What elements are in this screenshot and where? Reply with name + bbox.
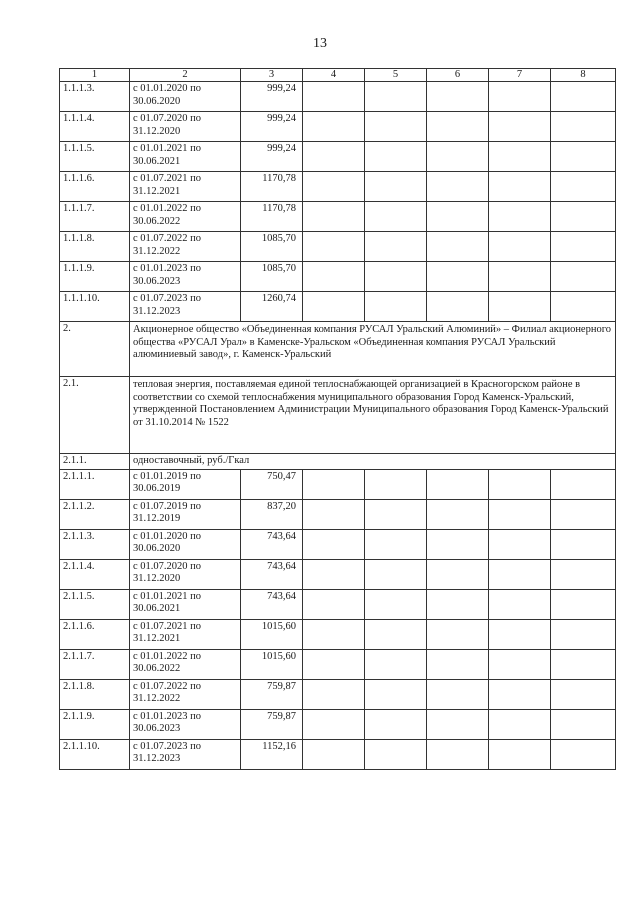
row-period: с 01.01.2021 по 30.06.2021 — [130, 142, 241, 172]
row-period: с 01.01.2023 по 30.06.2023 — [130, 709, 241, 739]
row-value: 759,87 — [241, 679, 303, 709]
empty-cell — [427, 292, 489, 322]
empty-cell — [303, 262, 365, 292]
header-cell: 4 — [303, 69, 365, 82]
row-value: 1170,78 — [241, 172, 303, 202]
empty-cell — [489, 262, 551, 292]
empty-cell — [489, 499, 551, 529]
row-value: 1085,70 — [241, 262, 303, 292]
table-body-a — [60, 82, 616, 322]
row-code: 1.1.1.8. — [60, 232, 130, 262]
empty-cell — [303, 649, 365, 679]
empty-cell — [489, 112, 551, 142]
empty-cell — [551, 262, 616, 292]
section-rows — [60, 322, 616, 470]
empty-cell — [365, 262, 427, 292]
empty-cell — [365, 469, 427, 499]
section-code: 2.1.1. — [60, 454, 130, 470]
table-row — [60, 499, 616, 529]
row-value: 750,47 — [241, 469, 303, 499]
row-code: 2.1.1.5. — [60, 589, 130, 619]
empty-cell — [303, 232, 365, 262]
empty-cell — [303, 202, 365, 232]
empty-cell — [365, 529, 427, 559]
empty-cell — [489, 142, 551, 172]
row-period: с 01.07.2019 по 31.12.2019 — [130, 499, 241, 529]
row-value: 1260,74 — [241, 292, 303, 322]
section-code: 2.1. — [60, 377, 130, 454]
empty-cell — [489, 82, 551, 112]
empty-cell — [365, 232, 427, 262]
empty-cell — [489, 172, 551, 202]
table-row — [60, 589, 616, 619]
row-period: с 01.07.2022 по 31.12.2022 — [130, 679, 241, 709]
tariff-table — [59, 68, 616, 770]
empty-cell — [427, 142, 489, 172]
empty-cell — [427, 709, 489, 739]
empty-cell — [365, 559, 427, 589]
row-period: с 01.01.2022 по 30.06.2022 — [130, 202, 241, 232]
row-value: 743,64 — [241, 559, 303, 589]
row-value: 999,24 — [241, 142, 303, 172]
empty-cell — [489, 469, 551, 499]
empty-cell — [489, 739, 551, 769]
row-period: с 01.07.2020 по 31.12.2020 — [130, 559, 241, 589]
row-period: с 01.07.2023 по 31.12.2023 — [130, 292, 241, 322]
empty-cell — [551, 202, 616, 232]
row-period: с 01.01.2021 по 30.06.2021 — [130, 589, 241, 619]
empty-cell — [551, 232, 616, 262]
empty-cell — [551, 649, 616, 679]
empty-cell — [303, 739, 365, 769]
row-period: с 01.01.2019 по 30.06.2019 — [130, 469, 241, 499]
section-row-2 — [60, 322, 616, 377]
empty-cell — [489, 649, 551, 679]
row-value: 999,24 — [241, 112, 303, 142]
row-code: 2.1.1.10. — [60, 739, 130, 769]
section-code: 2. — [60, 322, 130, 377]
empty-cell — [427, 232, 489, 262]
empty-cell — [365, 589, 427, 619]
row-code: 2.1.1.4. — [60, 559, 130, 589]
table-row — [60, 202, 616, 232]
table-body-b — [60, 469, 616, 769]
row-period: с 01.07.2021 по 31.12.2021 — [130, 172, 241, 202]
row-value: 1152,16 — [241, 739, 303, 769]
section-title: Акционерное общество «Объединенная компания РУСАЛ Уральский Алюминий» – Филиал акционерного общества «РУСАЛ Урал» в Каменске-Уральском «Объединенная компания РУСАЛ Уральский алюминиевый завод», г. Каменск-Уральский — [130, 322, 616, 377]
row-period: с 01.07.2023 по 31.12.2023 — [130, 739, 241, 769]
row-code: 1.1.1.6. — [60, 172, 130, 202]
empty-cell — [365, 679, 427, 709]
table-row — [60, 82, 616, 112]
empty-cell — [303, 82, 365, 112]
empty-cell — [551, 292, 616, 322]
section-row-2-1-1 — [60, 454, 616, 470]
empty-cell — [427, 469, 489, 499]
header-cell: 2 — [130, 69, 241, 82]
empty-cell — [551, 739, 616, 769]
empty-cell — [365, 619, 427, 649]
empty-cell — [365, 739, 427, 769]
row-value: 1015,60 — [241, 619, 303, 649]
row-code: 1.1.1.3. — [60, 82, 130, 112]
page-number: 13 — [313, 36, 327, 51]
empty-cell — [303, 709, 365, 739]
row-code: 2.1.1.8. — [60, 679, 130, 709]
row-code: 2.1.1.3. — [60, 529, 130, 559]
empty-cell — [427, 112, 489, 142]
empty-cell — [551, 529, 616, 559]
empty-cell — [551, 172, 616, 202]
empty-cell — [427, 619, 489, 649]
empty-cell — [427, 559, 489, 589]
empty-cell — [427, 262, 489, 292]
header-cell: 1 — [60, 69, 130, 82]
empty-cell — [365, 709, 427, 739]
empty-cell — [551, 112, 616, 142]
empty-cell — [365, 649, 427, 679]
empty-cell — [365, 202, 427, 232]
empty-cell — [489, 709, 551, 739]
row-code: 1.1.1.10. — [60, 292, 130, 322]
row-period: с 01.01.2020 по 30.06.2020 — [130, 529, 241, 559]
empty-cell — [489, 292, 551, 322]
empty-cell — [489, 589, 551, 619]
empty-cell — [365, 172, 427, 202]
empty-cell — [427, 82, 489, 112]
table-row — [60, 469, 616, 499]
row-value: 743,64 — [241, 589, 303, 619]
empty-cell — [365, 292, 427, 322]
empty-cell — [427, 499, 489, 529]
row-code: 1.1.1.7. — [60, 202, 130, 232]
row-period: с 01.07.2022 по 31.12.2022 — [130, 232, 241, 262]
empty-cell — [489, 529, 551, 559]
empty-cell — [551, 82, 616, 112]
header-cell: 5 — [365, 69, 427, 82]
empty-cell — [427, 172, 489, 202]
empty-cell — [303, 172, 365, 202]
table-row — [60, 559, 616, 589]
empty-cell — [427, 529, 489, 559]
empty-cell — [427, 739, 489, 769]
header-cell: 3 — [241, 69, 303, 82]
table-row — [60, 679, 616, 709]
empty-cell — [303, 559, 365, 589]
row-value: 1015,60 — [241, 649, 303, 679]
empty-cell — [303, 499, 365, 529]
empty-cell — [365, 82, 427, 112]
empty-cell — [303, 112, 365, 142]
table-row — [60, 529, 616, 559]
table-row — [60, 112, 616, 142]
empty-cell — [551, 142, 616, 172]
empty-cell — [427, 679, 489, 709]
row-code: 2.1.1.9. — [60, 709, 130, 739]
row-period: с 01.07.2020 по 31.12.2020 — [130, 112, 241, 142]
row-value: 743,64 — [241, 529, 303, 559]
empty-cell — [489, 232, 551, 262]
header-row — [60, 69, 616, 82]
row-value: 1170,78 — [241, 202, 303, 232]
row-code: 2.1.1.1. — [60, 469, 130, 499]
header-cell: 8 — [551, 69, 616, 82]
empty-cell — [303, 679, 365, 709]
empty-cell — [365, 112, 427, 142]
empty-cell — [365, 499, 427, 529]
row-value: 759,87 — [241, 709, 303, 739]
empty-cell — [551, 499, 616, 529]
row-code: 1.1.1.4. — [60, 112, 130, 142]
table-row — [60, 739, 616, 769]
empty-cell — [303, 529, 365, 559]
row-period: с 01.01.2020 по 30.06.2020 — [130, 82, 241, 112]
row-value: 1085,70 — [241, 232, 303, 262]
empty-cell — [303, 619, 365, 649]
section-title: тепловая энергия, поставляемая единой теплоснабжающей организацией в Красногорском районе в соответствии со схемой теплоснабжения муниципального образования Город Каменск-Уральский, утвержденной Постановлением Администрации Муниципального образования Город Каменск-Уральский от 31.10.2014 № 1522 — [130, 377, 616, 454]
row-code: 1.1.1.5. — [60, 142, 130, 172]
empty-cell — [489, 619, 551, 649]
empty-cell — [303, 589, 365, 619]
table-row — [60, 142, 616, 172]
table-row — [60, 709, 616, 739]
row-period: с 01.01.2023 по 30.06.2023 — [130, 262, 241, 292]
row-period: с 01.01.2022 по 30.06.2022 — [130, 649, 241, 679]
empty-cell — [551, 559, 616, 589]
table-row — [60, 172, 616, 202]
table-row — [60, 232, 616, 262]
empty-cell — [551, 619, 616, 649]
empty-cell — [489, 202, 551, 232]
row-code: 2.1.1.2. — [60, 499, 130, 529]
row-code: 1.1.1.9. — [60, 262, 130, 292]
empty-cell — [303, 469, 365, 499]
row-value: 999,24 — [241, 82, 303, 112]
empty-cell — [365, 142, 427, 172]
empty-cell — [427, 589, 489, 619]
empty-cell — [551, 589, 616, 619]
table-row — [60, 292, 616, 322]
empty-cell — [427, 649, 489, 679]
empty-cell — [489, 559, 551, 589]
empty-cell — [551, 679, 616, 709]
header-cell: 7 — [489, 69, 551, 82]
empty-cell — [551, 469, 616, 499]
row-code: 2.1.1.7. — [60, 649, 130, 679]
empty-cell — [303, 142, 365, 172]
empty-cell — [489, 679, 551, 709]
row-code: 2.1.1.6. — [60, 619, 130, 649]
section-row-2-1 — [60, 377, 616, 454]
table-row — [60, 649, 616, 679]
row-period: с 01.07.2021 по 31.12.2021 — [130, 619, 241, 649]
row-value: 837,20 — [241, 499, 303, 529]
empty-cell — [303, 292, 365, 322]
table-row — [60, 262, 616, 292]
empty-cell — [427, 202, 489, 232]
empty-cell — [551, 709, 616, 739]
table-row — [60, 619, 616, 649]
section-title: одноставочный, руб./Гкал — [130, 454, 616, 470]
header-cell: 6 — [427, 69, 489, 82]
